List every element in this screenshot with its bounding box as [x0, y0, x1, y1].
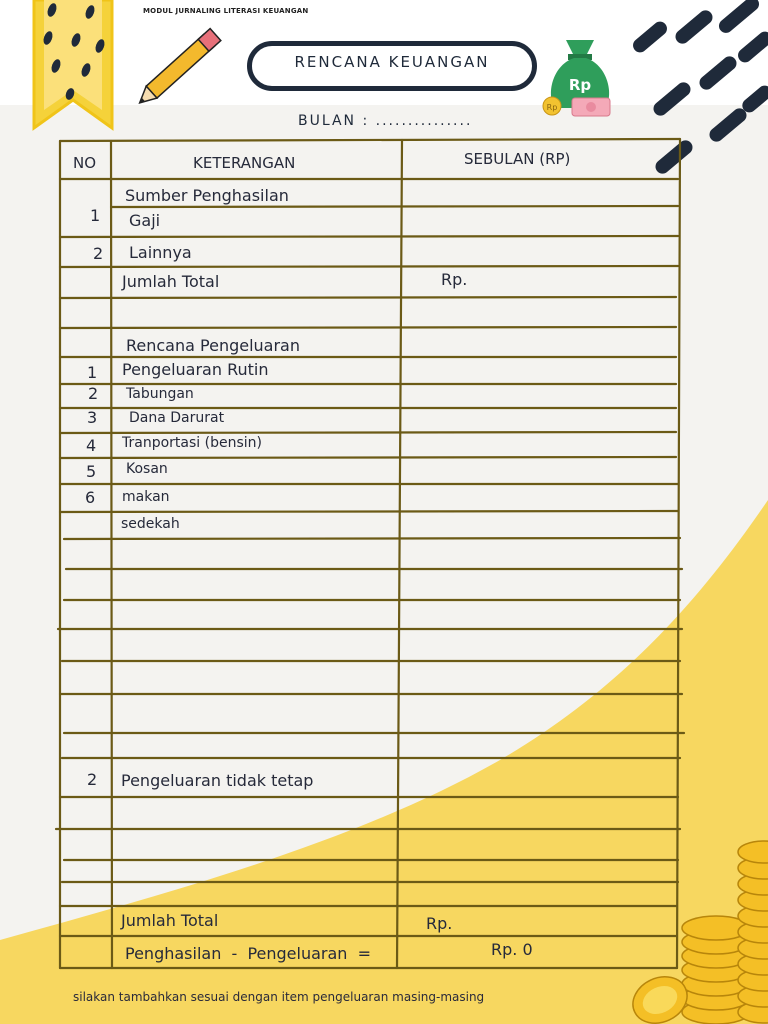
- expense-row-no: 5: [86, 462, 97, 481]
- income-total-label: Jumlah Total: [122, 272, 220, 291]
- svg-text:Rp: Rp: [546, 103, 558, 112]
- svg-text:Rp: Rp: [568, 76, 592, 94]
- balance-value: Rp. 0: [491, 940, 533, 959]
- expense-total-label: Jumlah Total: [121, 911, 219, 930]
- col-sebulan-header: SEBULAN (RP): [464, 150, 571, 168]
- income-section-title: Sumber Penghasilan: [125, 186, 289, 205]
- expense-row-label: Kosan: [126, 461, 168, 477]
- module-title: MODUL JURNALING LITERASI KEUANGAN: [143, 7, 309, 15]
- expense-row-label: Dana Darurat: [129, 410, 225, 426]
- expense-rutin-no: 1: [87, 363, 98, 382]
- expense-row-label: Tranportasi (bensin): [122, 435, 262, 451]
- expense-row-no: 3: [87, 408, 98, 427]
- expense-tidak-tetap-no: 2: [87, 770, 98, 789]
- income-row-label: Gaji: [129, 211, 161, 230]
- expense-tidak-tetap-label: Pengeluaran tidak tetap: [121, 771, 314, 790]
- expense-rutin-label: Pengeluaran Rutin: [122, 360, 269, 379]
- month-field: BULAN : ...............: [298, 113, 473, 129]
- expense-row-no: 2: [88, 384, 99, 403]
- footer-note: silakan tambahkan sesuai dengan item pengeluaran masing-masing: [73, 990, 485, 1004]
- expense-section-title: Rencana Pengeluaran: [126, 336, 300, 355]
- expense-total-value: Rp.: [426, 914, 453, 933]
- expense-row-label: sedekah: [121, 516, 180, 532]
- income-row-no: 1: [90, 206, 101, 225]
- income-total-value: Rp.: [441, 270, 468, 289]
- expense-row-no: 6: [85, 488, 96, 507]
- expense-row-label: makan: [122, 489, 170, 505]
- expense-row-no: 4: [86, 436, 97, 455]
- income-row-no: 2: [93, 244, 104, 263]
- expense-row-label: Tabungan: [126, 386, 194, 402]
- col-no-header: NO: [73, 154, 97, 172]
- income-row-label: Lainnya: [129, 243, 192, 262]
- page-title: RENCANA KEUANGAN: [294, 53, 490, 71]
- col-keterangan-header: KETERANGAN: [193, 154, 296, 172]
- balance-label: Penghasilan - Pengeluaran =: [125, 944, 372, 963]
